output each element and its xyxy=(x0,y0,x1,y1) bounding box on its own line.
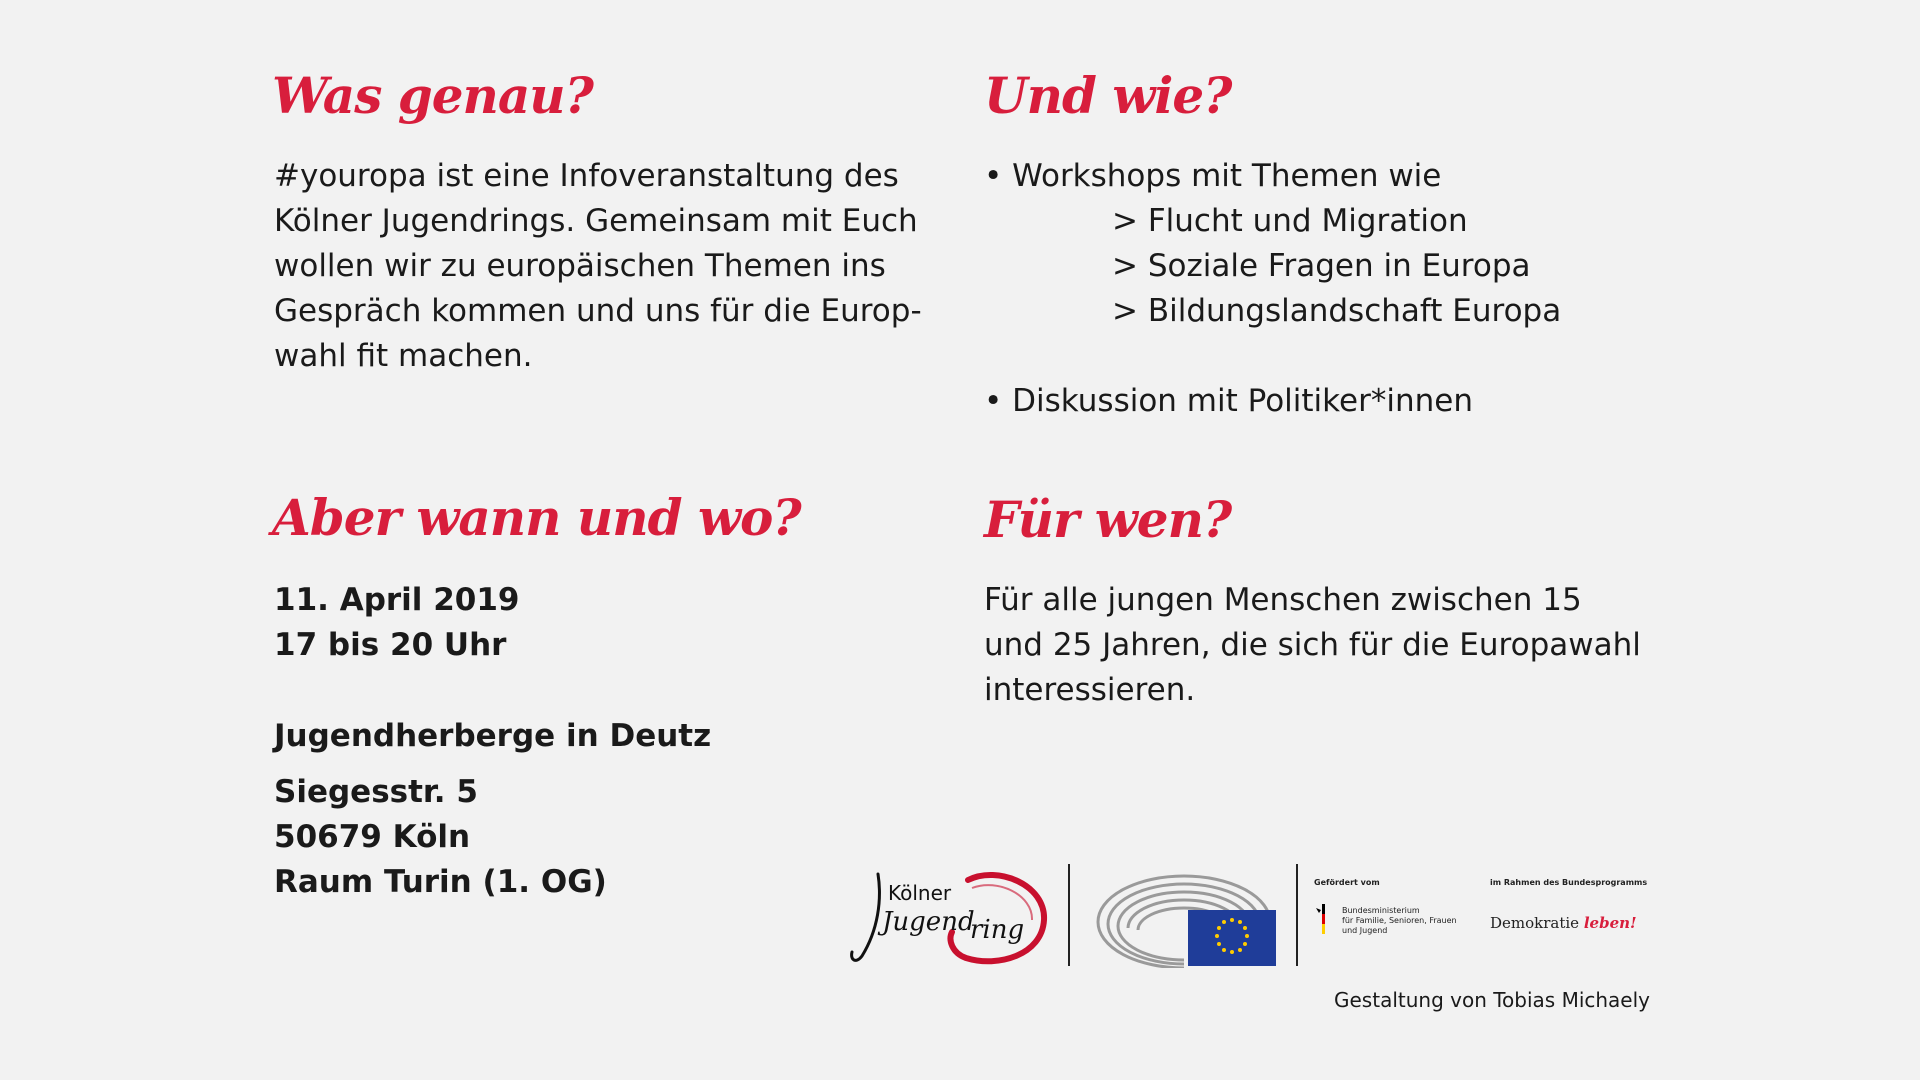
venue-street: Siegesstr. 5 xyxy=(274,774,478,810)
fuer-wen-text xyxy=(984,578,1704,713)
demokratie-brand xyxy=(1490,914,1637,932)
topic-item: > Soziale Fragen in Europa xyxy=(1112,248,1531,284)
kjr-jugend: Jugend xyxy=(882,907,975,937)
heading-wann-und-wo: Aber wann und wo? xyxy=(272,488,801,547)
venue-room: Raum Turin (1. OG) xyxy=(274,864,607,900)
was-genau-line: Kölner Jugendrings. Gemeinsam mit Euch xyxy=(274,203,918,239)
heading-fuer-wen: Für wen? xyxy=(984,490,1232,549)
bmfsfj-logo xyxy=(1314,878,1464,958)
event-time: 17 bis 20 Uhr xyxy=(274,627,507,663)
heading-was-genau: Was genau? xyxy=(272,66,593,125)
was-genau-text xyxy=(274,154,954,379)
demokratie-leben-logo xyxy=(1490,878,1648,958)
was-genau-line: #youropa ist eine Infoveranstaltung des xyxy=(274,158,899,194)
list-spacer xyxy=(984,334,1684,379)
leben-word: leben! xyxy=(1583,914,1637,932)
was-genau-line: wahl fit machen. xyxy=(274,338,533,374)
workshops-bullet: • Workshops mit Themen wie xyxy=(984,158,1442,194)
discussion-bullet: • Diskussion mit Politiker*innen xyxy=(984,383,1473,419)
funded-by-caption: Gefördert vom xyxy=(1314,878,1380,887)
was-genau-line: Gespräch kommen und uns für die Europ- xyxy=(274,293,922,329)
ministry-line: und Jugend xyxy=(1342,926,1388,935)
sponsor-logos xyxy=(848,860,1648,970)
ministry-line: für Familie, Senioren, Frauen xyxy=(1342,916,1457,925)
ministry-line: Bundesministerium xyxy=(1342,906,1420,915)
design-credit: Gestaltung von Tobias Michaely xyxy=(1334,988,1651,1012)
european-parliament-logo xyxy=(1088,864,1278,968)
topic-item: > Bildungslandschaft Europa xyxy=(1112,293,1562,329)
fuer-wen-line: interessieren. xyxy=(984,672,1196,708)
kjr-ring: ring xyxy=(970,915,1025,945)
event-date: 11. April 2019 xyxy=(274,582,520,618)
was-genau-line: wollen wir zu europäischen Themen ins xyxy=(274,248,886,284)
koelner-jugendring-logo xyxy=(848,860,1048,970)
venue-city: 50679 Köln xyxy=(274,819,471,855)
demokratie-word: Demokratie xyxy=(1490,914,1580,932)
kjr-koelner: Kölner xyxy=(888,881,952,905)
fuer-wen-line: Für alle jungen Menschen zwischen 15 xyxy=(984,582,1582,618)
topic-item: > Flucht und Migration xyxy=(1112,203,1468,239)
und-wie-list xyxy=(984,154,1684,424)
federal-eagle-icon xyxy=(1314,904,1334,934)
heading-und-wie: Und wie? xyxy=(984,66,1232,125)
program-caption: im Rahmen des Bundesprogramms xyxy=(1490,878,1648,887)
ministry-name xyxy=(1342,906,1457,936)
logo-divider xyxy=(1296,864,1298,966)
venue-name: Jugendherberge in Deutz xyxy=(274,718,712,754)
fuer-wen-line: und 25 Jahren, die sich für die Europawahl xyxy=(984,627,1641,663)
logo-divider xyxy=(1068,864,1070,966)
